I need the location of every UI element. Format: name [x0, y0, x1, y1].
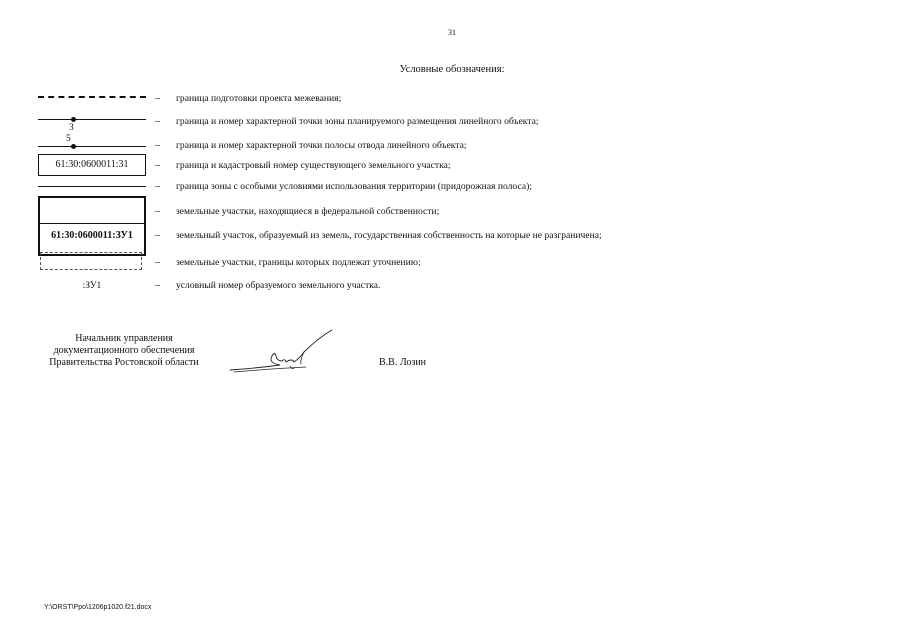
roadside-zone-line [38, 186, 146, 187]
signatory-name: В.В. Лозин [379, 357, 427, 368]
separator-dash: – [155, 160, 160, 171]
legend-title: Условные обозначения: [399, 64, 505, 75]
file-path: Y:\ORST\Ppo\1206p1020.f21.docx [44, 604, 152, 611]
position-line: Начальник управления [75, 333, 173, 344]
symbol-line-with-point [38, 132, 146, 156]
zone-boundary-line [38, 119, 146, 120]
legend-description: граница подготовки проекта межевания; [176, 93, 342, 104]
point-number: 5 [66, 134, 71, 144]
separator-dash: – [155, 93, 160, 104]
separator-dash: – [155, 181, 160, 192]
separator-dash: – [155, 230, 160, 241]
symbol-zu-label [38, 280, 146, 292]
legend-description: земельные участки, границы которых подлежат уточнению; [176, 257, 421, 268]
legend-description: граница зоны с особыми условиями использования территории (придорожная полоса); [176, 181, 532, 192]
page-number: 31 [448, 28, 456, 37]
legend-description: земельные участки, находящиеся в федеральной собственности; [176, 206, 440, 217]
point-marker [71, 144, 76, 149]
legend-description: граница и номер характерной точки полосы отвода линейного объекта; [176, 140, 467, 151]
strip-boundary-line [38, 146, 146, 147]
separator-dash: – [155, 206, 160, 217]
federal-box-divider [40, 223, 144, 224]
legend-description: граница и номер характерной точки зоны планируемого размещения линейного объекта; [176, 116, 539, 127]
symbol-thin-line [38, 181, 146, 193]
legend-description: граница и кадастровый номер существующего земельного участка; [176, 160, 451, 171]
symbol-federal-box [38, 196, 146, 256]
position-line: Правительства Ростовской области [49, 357, 199, 368]
legend-description: условный номер образуемого земельного участка. [176, 280, 381, 291]
conditional-parcel-number: :ЗУ1 [82, 281, 102, 291]
symbol-dashed-line [38, 92, 146, 104]
legend-description: земельный участок, образуемый из земель, государственная собственность на которые не разграничена; [176, 230, 602, 241]
clarification-box [40, 252, 142, 270]
symbol-dotted-box [38, 252, 146, 272]
point-number: 3 [69, 123, 74, 133]
separator-dash: – [155, 280, 160, 291]
signatory-position [36, 333, 212, 369]
handwritten-signature [228, 328, 338, 376]
position-line: документационного обеспечения [53, 345, 195, 356]
point-marker [71, 117, 76, 122]
separator-dash: – [155, 140, 160, 151]
symbol-parcel-box [38, 154, 146, 176]
federal-land-box [38, 196, 146, 256]
separator-dash: – [155, 116, 160, 127]
new-parcel-number: 61:30:0600011:ЗУ1 [51, 230, 133, 241]
cadastral-number: 61:30:0600011:31 [38, 154, 146, 176]
separator-dash: – [155, 257, 160, 268]
dashed-boundary-line [38, 96, 146, 98]
